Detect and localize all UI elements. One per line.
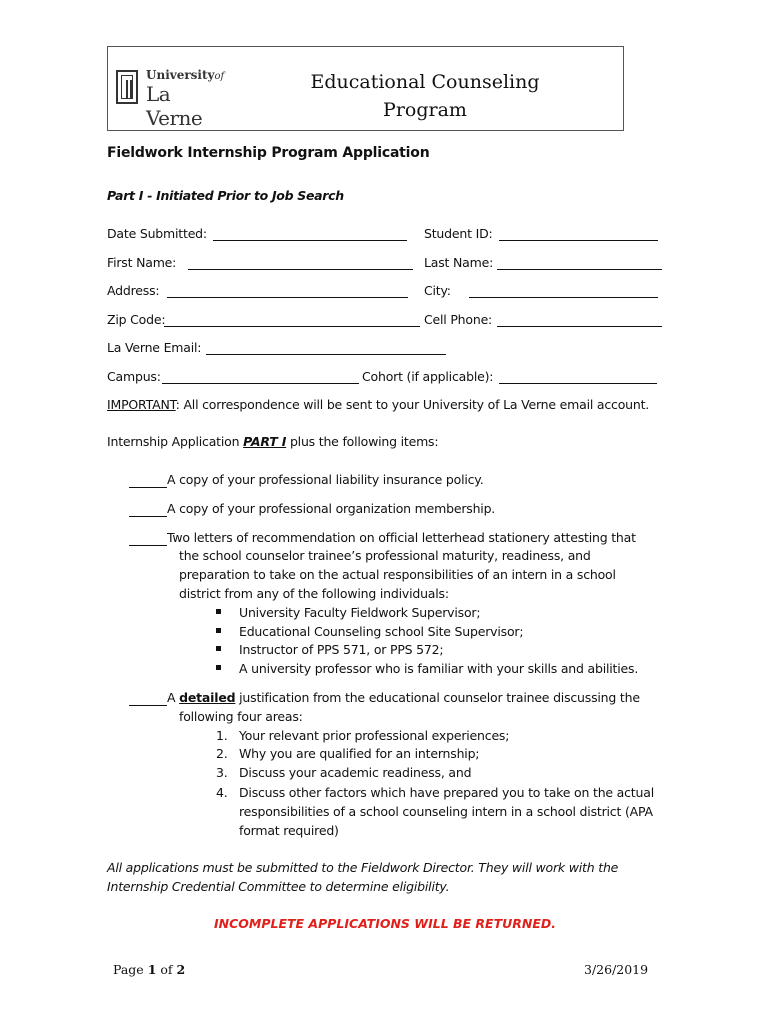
student-id-field[interactable] (499, 240, 658, 241)
page-number (113, 962, 185, 977)
student-id-label: Student ID: (424, 226, 493, 241)
recommender-item: Educational Counseling school Site Supervisor; (239, 624, 524, 639)
email-field[interactable] (206, 354, 446, 355)
campus-field[interactable] (162, 383, 359, 384)
logo-text-university: Universityof (146, 68, 225, 82)
checklist-item-4-line-2: following four areas: (179, 709, 303, 724)
checklist-blank-2[interactable] (129, 516, 167, 517)
recommender-item: A university professor who is familiar with your skills and abilities. (239, 661, 639, 676)
list-number: 4. (216, 785, 228, 800)
intro-text-before: Internship Application (107, 434, 244, 449)
justification-area-cont: responsibilities of a school counseling intern in a school district (APA (239, 804, 653, 819)
checklist-item-3-line-3: preparation to take on the actual responsibilities of an intern in a school (179, 567, 616, 582)
university-logo (116, 68, 228, 130)
intro-part-emphasis: PART I (243, 434, 287, 449)
square-bullet-icon (216, 628, 221, 633)
important-notice (107, 397, 649, 412)
address-field[interactable] (167, 297, 408, 298)
part-heading: Part I - Initiated Prior to Job Search (107, 188, 344, 203)
date-submitted-field[interactable] (213, 240, 407, 241)
last-name-field[interactable] (497, 269, 662, 270)
cohort-label: Cohort (if applicable): (362, 369, 494, 384)
zip-code-label: Zip Code: (107, 312, 166, 327)
checklist-blank-4[interactable] (129, 705, 167, 706)
square-bullet-icon (216, 609, 221, 614)
justification-area: Your relevant prior professional experiences; (239, 728, 510, 743)
program-title (290, 68, 560, 124)
square-bullet-icon (216, 646, 221, 651)
justification-area: Discuss other factors which have prepared you to take on the actual (239, 785, 654, 800)
submission-note-line-1: All applications must be submitted to the Fieldwork Director. They will work with the (107, 860, 619, 875)
checklist-item-2: A copy of your professional organization membership. (167, 501, 496, 516)
page-prefix: Page (113, 962, 148, 977)
checklist-item-3-line-1: Two letters of recommendation on official letterhead stationery attesting that (167, 530, 636, 545)
item4-rest: justification from the educational counselor trainee discussing the (235, 690, 640, 705)
recommender-item: University Faculty Fieldwork Supervisor; (239, 605, 481, 620)
first-name-label: First Name: (107, 255, 177, 270)
recommender-item: Instructor of PPS 571, or PPS 572; (239, 642, 444, 657)
list-number: 2. (216, 746, 228, 761)
incomplete-warning: INCOMPLETE APPLICATIONS WILL BE RETURNED. (213, 916, 557, 931)
justification-area: Why you are qualified for an internship; (239, 746, 480, 761)
item4-emphasis: detailed (179, 690, 236, 705)
program-title-line1: Educational Counseling (310, 71, 540, 93)
logo-text-la-verne: La Verne (146, 82, 203, 130)
checklist-item-3-line-2: the school counselor trainee’s professional maturity, readiness, and (179, 548, 591, 563)
checklist-blank-3[interactable] (129, 545, 167, 546)
checklist-item-1: A copy of your professional liability insurance policy. (167, 472, 484, 487)
address-label: Address: (107, 283, 160, 298)
intro-text-after: plus the following items: (286, 434, 439, 449)
document-title: Fieldwork Internship Program Application (107, 145, 430, 161)
page-of: of (156, 962, 177, 977)
checklist-item-3-line-4: district from any of the following individuals: (179, 586, 449, 601)
city-label: City: (424, 283, 451, 298)
checklist-blank-1[interactable] (129, 487, 167, 488)
revision-date: 3/26/2019 (584, 962, 649, 977)
square-bullet-icon (216, 665, 221, 670)
justification-area-cont: format required) (239, 823, 339, 838)
zip-code-field[interactable] (164, 326, 420, 327)
cohort-field[interactable] (499, 383, 657, 384)
page-total: 2 (176, 962, 186, 977)
list-number: 3. (216, 765, 228, 780)
page-current: 1 (147, 962, 157, 977)
item4-prefix: A (167, 690, 180, 705)
submission-note-line-2: Internship Credential Committee to determine eligibility. (107, 879, 450, 894)
city-field[interactable] (469, 297, 658, 298)
important-label: IMPORTANT (107, 397, 176, 412)
requirements-intro (107, 434, 438, 449)
checklist-item-4-line-1 (167, 690, 640, 705)
email-label: La Verne Email: (107, 340, 202, 355)
cell-phone-field[interactable] (497, 326, 662, 327)
justification-area: Discuss your academic readiness, and (239, 765, 472, 780)
la-verne-tower-icon (116, 70, 138, 104)
last-name-label: Last Name: (424, 255, 494, 270)
program-title-line2: Program (383, 99, 467, 121)
date-submitted-label: Date Submitted: (107, 226, 207, 241)
cell-phone-label: Cell Phone: (424, 312, 493, 327)
campus-label: Campus: (107, 369, 161, 384)
list-number: 1. (216, 728, 228, 743)
first-name-field[interactable] (188, 269, 413, 270)
important-text: : All correspondence will be sent to your University of La Verne email account. (175, 397, 650, 412)
